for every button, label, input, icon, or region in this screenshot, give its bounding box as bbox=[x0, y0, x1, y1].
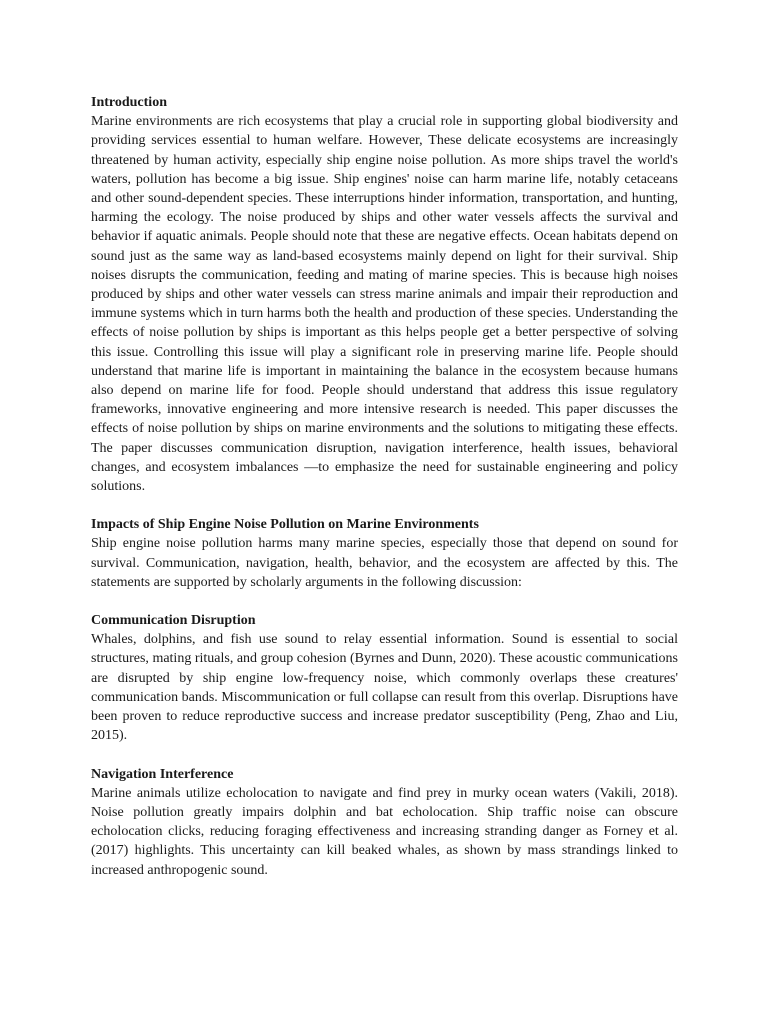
section-introduction bbox=[91, 93, 678, 496]
section-navigation-interference bbox=[91, 765, 678, 880]
section-impacts bbox=[91, 515, 678, 592]
section-heading: Navigation Interference bbox=[91, 766, 234, 782]
document-page bbox=[91, 93, 678, 899]
section-paragraph: Marine environments are rich ecosystems that play a crucial role in supporting global biodiversity and providing services essential to human welfare. However, These delicate ecosystems are increasingly threatened by human activity, especially ship engine noise pollution. As more ships travel the world's waters, pollution has become a big issue. Ship engines' noise can harm marine life, notably cetaceans and other sound-dependent species. These interruptions hinder information, transportation, and hunting, harming the ecology. The noise produced by ships and other water vessels affects the survival and behavior if aquatic animals. People should note that these are negative effects. Ocean habitats depend on sound just as the same way as land-based ecosystems mainly depend on light for their survival. Ship noises disrupts the communication, feeding and mating of marine species. This is because high noises produced by ships and other water vessels can stress marine animals and impair their reproduction and immune systems which in turn harms both the health and production of these species. Understanding the effects of noise pollution by ships is important as this helps people get a better perspective of solving this issue. Controlling this issue will play a significant role in preserving marine life. People should understand that marine life is important in maintaining the balance in the ecosystem because humans also depend on marine life for food. People should understand that address this issue regulatory frameworks, innovative engineering and more intensive research is needed. This paper discusses the effects of noise pollution by ships on marine environments and the solutions to mitigating these effects. The paper discusses communication disruption, navigation interference, health issues, behavioral changes, and ecosystem imbalances —to emphasize the need for sustainable engineering and policy solutions. bbox=[91, 114, 678, 495]
section-heading: Impacts of Ship Engine Noise Pollution on Marine Environments bbox=[91, 517, 479, 533]
section-heading: Communication Disruption bbox=[91, 613, 256, 629]
section-heading: Introduction bbox=[91, 95, 167, 110]
section-communication-disruption bbox=[91, 611, 678, 745]
section-paragraph: Ship engine noise pollution harms many marine species, especially those that depend on sound for survival. Communication, navigation, health, behavior, and the ecosystem are affected by this. The statements are supported by scholarly arguments in the following discussion: bbox=[91, 536, 678, 590]
section-paragraph: Marine animals utilize echolocation to navigate and find prey in murky ocean waters (Vakili, 2018). Noise pollution greatly impairs dolphin and bat echolocation. Ship traffic noise can obscure echolocation clicks, reducing foraging effectiveness and increasing stranding danger as Forney et al. (2017) highlights. This uncertainty can kill beaked whales, as shown by mass strandings linked to increased anthropogenic sound. bbox=[91, 785, 678, 878]
section-paragraph: Whales, dolphins, and fish use sound to relay essential information. Sound is essential to social structures, mating rituals, and group cohesion (Byrnes and Dunn, 2020). These acoustic communications are disrupted by ship engine low-frequency noise, which commonly overlaps these creatures' communication bands. Miscommunication or full collapse can result from this overlap. Disruptions have been proven to reduce reproductive success and increase predator susceptibility (Peng, Zhao and Liu, 2015). bbox=[91, 632, 678, 744]
